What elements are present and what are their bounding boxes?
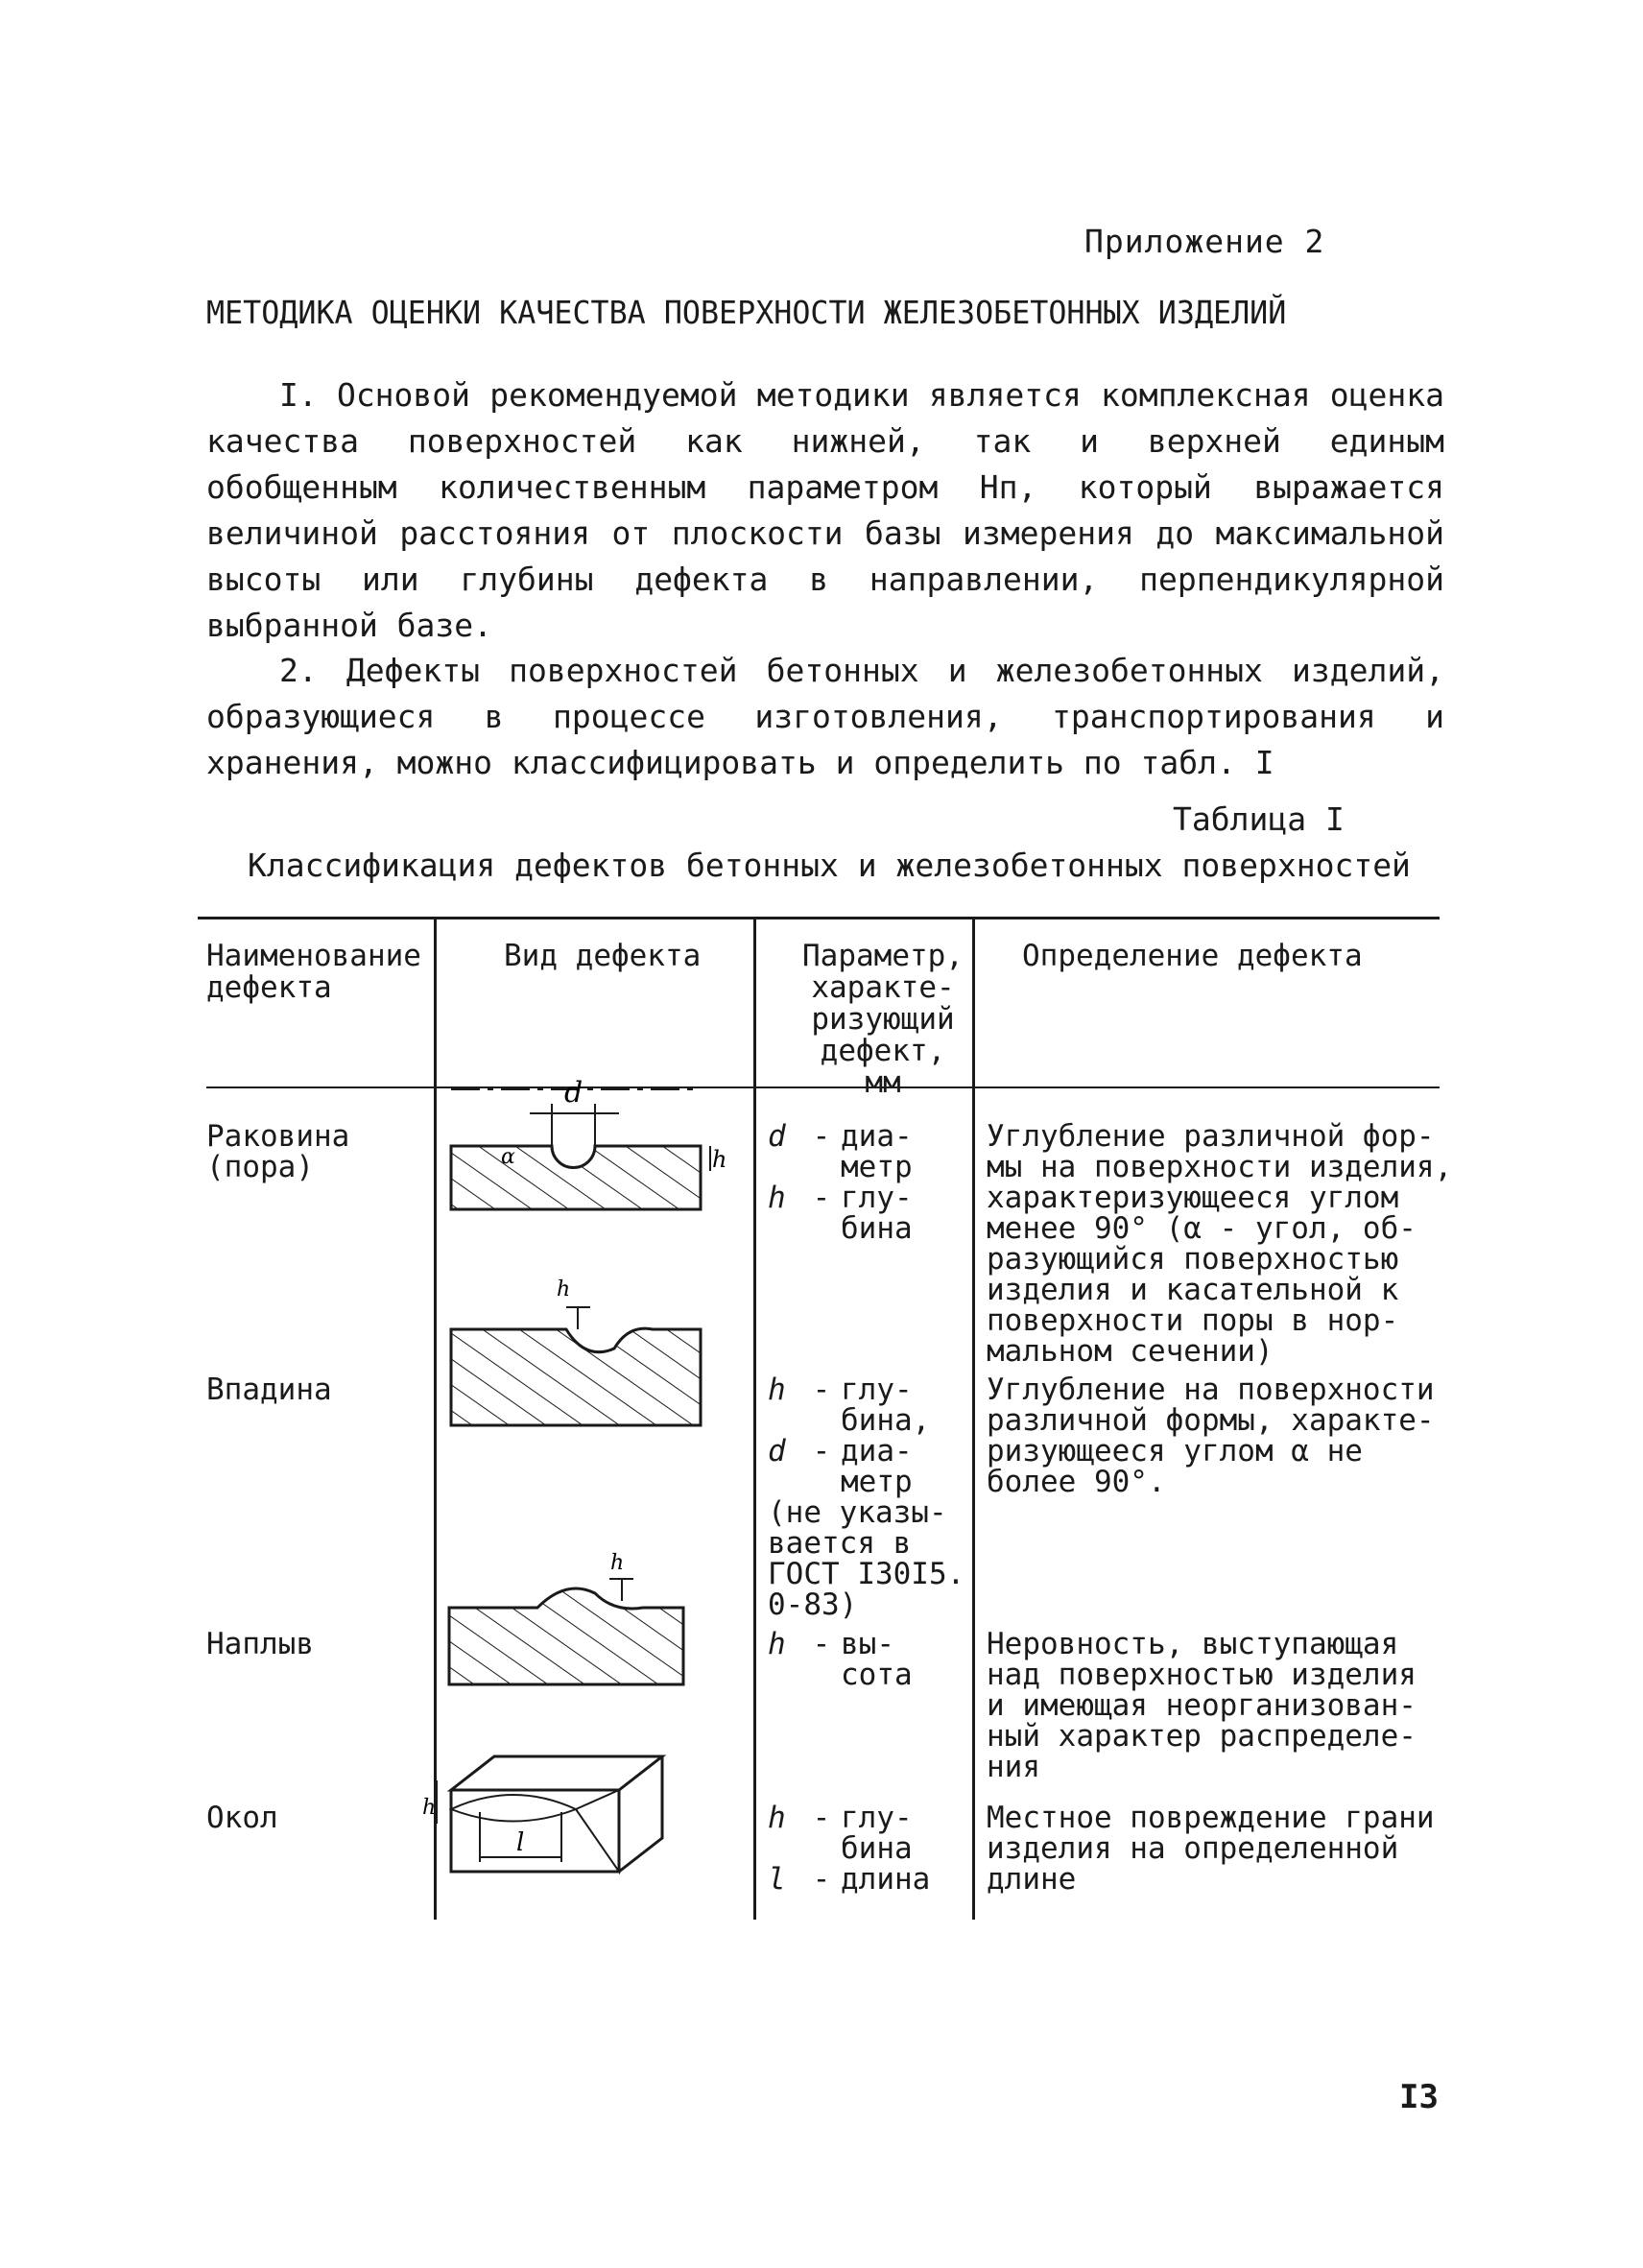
table-number: Таблица I	[1173, 800, 1345, 838]
def-line: изделия и касательной к	[987, 1273, 1399, 1307]
row-2-note-line: 0-83)	[768, 1588, 858, 1622]
def-line: различной формы, характе-	[987, 1403, 1435, 1438]
row-2-name-line-1: Впадина	[206, 1373, 332, 1407]
header-view: Вид дефекта	[504, 939, 702, 973]
def-line: ризующееся углом α не	[987, 1434, 1363, 1468]
table-top-rule	[198, 917, 1440, 919]
row-3-params	[768, 1629, 969, 1690]
label-alpha: α	[501, 1145, 515, 1169]
param-symbol: d	[768, 1119, 786, 1154]
def-line: менее 90° (α - угол, об-	[987, 1211, 1417, 1246]
param-text: длина	[841, 1862, 931, 1897]
label-h-4: h	[422, 1796, 437, 1820]
param-text-cont: метр	[841, 1150, 913, 1184]
def-line: и имеющая неорганизован-	[987, 1688, 1417, 1723]
label-h: h	[712, 1146, 727, 1173]
header-param-line-1: Параметр,	[802, 939, 964, 973]
row-1-name	[206, 1121, 437, 1182]
def-line: мы на поверхности изделия,	[987, 1150, 1453, 1184]
def-line: длине	[987, 1862, 1077, 1897]
row-4-definition	[987, 1802, 1466, 1895]
chip-diagram	[422, 1756, 662, 1872]
row-4-name-line-1: Окол	[206, 1801, 278, 1835]
row-2-params	[768, 1374, 969, 1620]
def-line: мальном сечении)	[987, 1334, 1274, 1369]
header-param-line-5: мм	[865, 1065, 901, 1100]
pore-diagram	[451, 1076, 726, 1209]
paragraph-1-text: I. Основой рекомендуемой методики является комплексная оценка качества поверхностей как нижней, так и верхней единым обобщенным количественным параметром Hп, который выражается величиной расстояния от плоскости базы измерения до максимальной высоты или глубины дефекта в направлении, перпендикулярной выбранной базе.	[206, 376, 1444, 644]
header-param-line-2: характе-	[811, 970, 955, 1005]
row-2-note-line: (не указы-	[768, 1495, 947, 1530]
def-line: изделия на определенной	[987, 1831, 1399, 1866]
param-text: вы-	[841, 1627, 894, 1661]
document-title: МЕТОДИКА ОЦЕНКИ КАЧЕСТВА ПОВЕРХНОСТИ ЖЕЛЕЗОБЕТОННЫХ ИЗДЕЛИЙ	[206, 294, 1287, 331]
row-1-params	[768, 1121, 969, 1244]
param-symbol: d	[768, 1434, 786, 1468]
header-param-line-3: ризующий	[811, 1002, 955, 1037]
row-4-params	[768, 1802, 969, 1895]
paragraph-1	[206, 372, 1444, 649]
header-name-line-1: Наименование	[206, 939, 421, 973]
def-line: ния	[987, 1750, 1040, 1784]
def-line: Местное повреждение грани	[987, 1801, 1435, 1835]
paragraph-2	[206, 648, 1444, 786]
overflow-diagram	[449, 1551, 683, 1684]
param-text-cont: бина	[841, 1831, 913, 1866]
appendix-label: Приложение 2	[1084, 223, 1325, 260]
header-param	[797, 941, 969, 1099]
param-text-cont: сота	[841, 1658, 913, 1692]
row-2-note-line: вается в	[768, 1526, 912, 1561]
row-2-note-line: ГОСТ I30I5.	[768, 1557, 965, 1591]
table-divider-3	[972, 917, 975, 1920]
row-4-param-h: h - глу-	[768, 1801, 913, 1835]
row-3-name	[206, 1629, 437, 1659]
page-number: I3	[1399, 2078, 1439, 2116]
header-name	[206, 941, 432, 1004]
defect-diagrams	[422, 1056, 768, 1939]
header-definition: Определение дефекта	[1022, 939, 1363, 973]
def-line: разующийся поверхностью	[987, 1242, 1399, 1277]
row-2-definition	[987, 1374, 1466, 1497]
def-line: Неровность, выступающая	[987, 1627, 1399, 1661]
def-line: поверхности поры в нор-	[987, 1303, 1399, 1338]
label-l: l	[516, 1828, 525, 1857]
header-name-line-2: дефекта	[206, 970, 332, 1005]
param-symbol: l	[768, 1862, 786, 1897]
def-line: Углубление на поверхности	[987, 1373, 1435, 1407]
row-1-param-d: d - диа-	[768, 1119, 913, 1154]
param-text: глу-	[841, 1801, 913, 1835]
label-h-2: h	[557, 1277, 571, 1301]
param-symbol: h	[768, 1181, 786, 1215]
depression-diagram	[451, 1277, 701, 1425]
row-1-name-line-1: Раковина	[206, 1119, 350, 1154]
param-text: диа-	[841, 1434, 913, 1468]
param-symbol: h	[768, 1373, 786, 1407]
row-3-definition	[987, 1629, 1466, 1782]
row-3-name-line-1: Наплыв	[206, 1627, 314, 1661]
param-text-cont: метр	[841, 1465, 913, 1499]
param-symbol: h	[768, 1801, 786, 1835]
row-1-param-h: h - глу-	[768, 1181, 913, 1215]
table-caption: Классификация дефектов бетонных и железобетонных поверхностей	[248, 847, 1411, 884]
row-4-param-l: l - длина	[768, 1862, 931, 1897]
header-param-line-4: дефект,	[820, 1034, 946, 1068]
row-1-name-line-2: (пора)	[206, 1150, 314, 1184]
param-symbol: h	[768, 1627, 786, 1661]
row-4-name	[206, 1802, 437, 1833]
def-line: характеризующееся углом	[987, 1181, 1399, 1215]
row-3-param-h: h - вы-	[768, 1627, 894, 1661]
row-1-definition	[987, 1121, 1466, 1367]
label-d: d	[564, 1076, 583, 1110]
label-h-3: h	[610, 1551, 625, 1575]
paragraph-2-text: 2. Дефекты поверхностей бетонных и железобетонных изделий, образующиеся в процессе изготовления, транспортирования и хранения, можно классифицировать и определить по табл. I	[206, 652, 1444, 781]
row-2-param-d: d - диа-	[768, 1434, 913, 1468]
def-line: более 90°.	[987, 1465, 1166, 1499]
row-2-name	[206, 1374, 437, 1405]
param-text: глу-	[841, 1181, 913, 1215]
def-line: ный характер распределе-	[987, 1719, 1417, 1754]
param-text: глу-	[841, 1373, 913, 1407]
def-line: Углубление различной фор-	[987, 1119, 1435, 1154]
row-2-param-h: h - глу-	[768, 1373, 913, 1407]
param-text-cont: бина	[841, 1211, 913, 1246]
def-line: над поверхностью изделия	[987, 1658, 1417, 1692]
param-text: диа-	[841, 1119, 913, 1154]
param-text-cont: бина,	[841, 1403, 931, 1438]
